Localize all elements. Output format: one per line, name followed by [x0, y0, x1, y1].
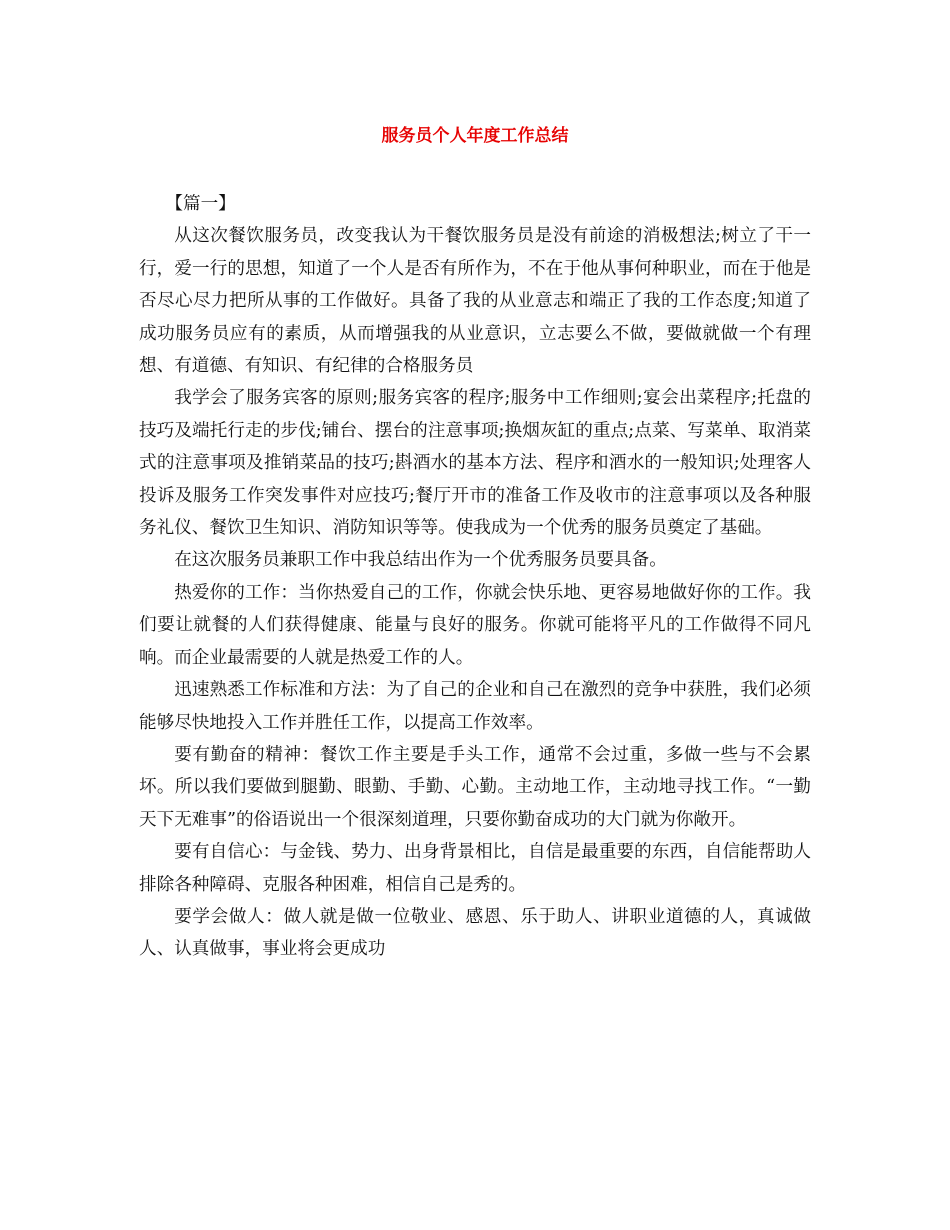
paragraph: 要学会做人：做人就是做一位敬业、感恩、乐于助人、讲职业道德的人，真诚做人、认真做事，事业将会更成功: [139, 906, 811, 960]
document-title: 服务员个人年度工作总结: [381, 126, 569, 146]
paragraph: 我学会了服务宾客的原则;服务宾客的程序;服务中工作细则;宴会出菜程序;托盘的技巧及端托行走的步伐;铺台、摆台的注意事项;换烟灰缸的重点;点菜、写菜单、取消菜式的注意事项及推销菜品的技巧;斟酒水的基本方法、程序和酒水的一般知识;处理客人投诉及服务工作突发事件对应技巧;餐厅开市的准备工作及收市的注意事项以及各种服务礼仪、餐饮卫生知识、消防知识等等。使我成为一个优秀的服务员奠定了基础。: [139, 388, 811, 539]
document-body: [139, 188, 811, 966]
paragraph: 迅速熟悉工作标准和方法：为了自己的企业和自己在激烈的竞争中获胜，我们必须能够尽快地投入工作并胜任工作，以提高工作效率。: [139, 680, 811, 733]
paragraph: 从这次餐饮服务员，改变我认为干餐饮服务员是没有前途的消极想法;树立了干一行，爱一行的思想，知道了一个人是否有所作为，不在于他从事何种职业，而在于他是否尽心尽力把所从事的工作做好。具备了我的从业意志和端正了我的工作态度;知道了成功服务员应有的素质，从而增强我的从业意识，立志要么不做，要做就做一个有理想、有道德、有知识、有纪律的合格服务员: [139, 226, 811, 377]
paragraph: 要有自信心：与金钱、势力、出身背景相比，自信是最重要的东西，自信能帮助人排除各种障碍、克服各种困难，相信自己是秀的。: [139, 842, 811, 895]
paragraph: 热爱你的工作：当你热爱自己的工作，你就会快乐地、更容易地做好你的工作。我们要让就餐的人们获得健康、能量与良好的服务。你就可能将平凡的工作做得不同凡响。而企业最需要的人就是热爱工作的人。: [139, 582, 811, 668]
paragraph: 在这次服务员兼职工作中我总结出作为一个优秀服务员要具备。: [174, 550, 667, 571]
section-label: 【篇一】: [165, 194, 236, 214]
paragraph: 要有勤奋的精神：餐饮工作主要是手头工作，通常不会过重，多做一些与不会累坏。所以我们要做到腿勤、眼勤、手勤、心勤。主动地工作，主动地寻找工作。“一勤天下无难事”的俗语说出一个很深刻道理，只要你勤奋成功的大门就为你敞开。: [139, 744, 811, 830]
